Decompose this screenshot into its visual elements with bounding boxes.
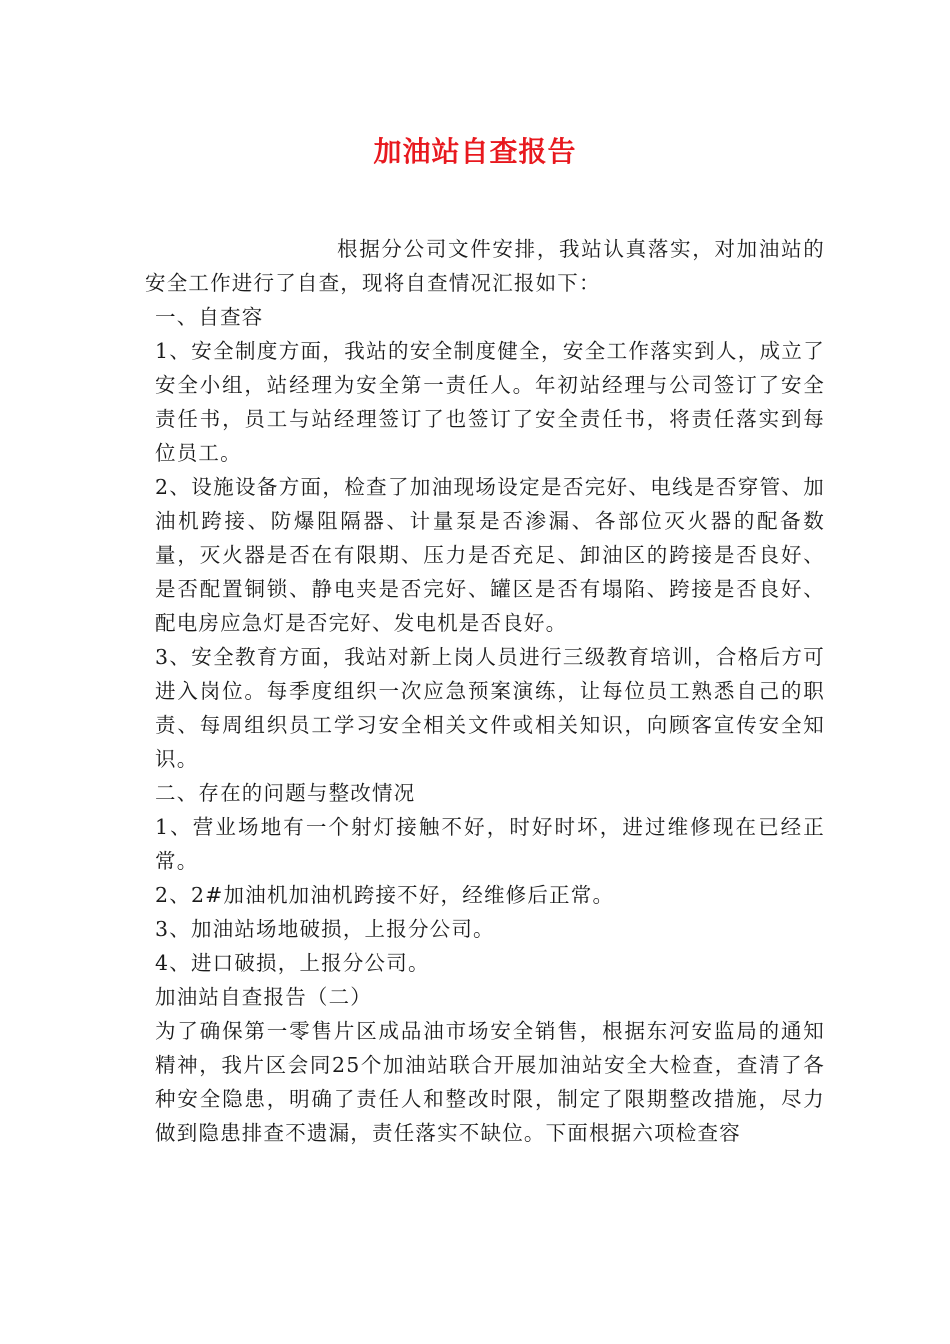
- document-body: [145, 232, 825, 1150]
- self-check-item-2: 2、设施设备方面，检查了加油现场设定是否完好、电线是否穿管、加油机跨接、防爆阻隔器、计量泵是否渗漏、各部位灭火器的配备数量，灭火器是否在有限期、压力是否充足、卸油区的跨接是否良好、是否配置铜锁、静电夹是否完好、罐区是否有塌陷、跨接是否良好、配电房应急灯是否完好、发电机是否良好。: [155, 475, 825, 635]
- part-two-heading: 加油站自查报告（二）: [155, 985, 372, 1009]
- self-check-item-1: 1、安全制度方面，我站的安全制度健全，安全工作落实到人，成立了安全小组，站经理为安全第一责任人。年初站经理与公司签订了安全责任书，员工与站经理签订了也签订了安全责任书，将责任落实到每位员工。: [155, 339, 825, 465]
- self-check-item-3: 3、安全教育方面，我站对新上岗人员进行三级教育培训，合格后方可进入岗位。每季度组织一次应急预案演练，让每位员工熟悉自己的职责、每周组织员工学习安全相关文件或相关知识，向顾客宣传安全知识。: [155, 645, 825, 771]
- problem-item-4: 4、进口破损，上报分公司。: [155, 951, 430, 975]
- intro-paragraph: 根据分公司文件安排，我站认真落实，对加油站的安全工作进行了自查，现将自查情况汇报如下：: [145, 237, 825, 295]
- problem-item-1: 1、营业场地有一个射灯接触不好，时好时坏，进过维修现在已经正常。: [155, 815, 825, 873]
- problem-item-2: 2、2#加油机加油机跨接不好，经维修后正常。: [155, 883, 615, 907]
- problem-item-3: 3、加油站场地破损，上报分公司。: [155, 917, 495, 941]
- section-heading-self-check: 一、自查容: [155, 305, 264, 329]
- document-title: 加油站自查报告: [373, 135, 577, 168]
- section-heading-problems: 二、存在的问题与整改情况: [155, 781, 416, 805]
- part-two-paragraph: 为了确保第一零售片区成品油市场安全销售，根据东河安监局的通知精神，我片区会同25个加油站联合开展加油站安全大检查，查清了各种安全隐患，明确了责任人和整改时限，制定了限期整改措施，尽力做到隐患排查不遗漏，责任落实不缺位。下面根据六项检查容: [155, 1019, 825, 1145]
